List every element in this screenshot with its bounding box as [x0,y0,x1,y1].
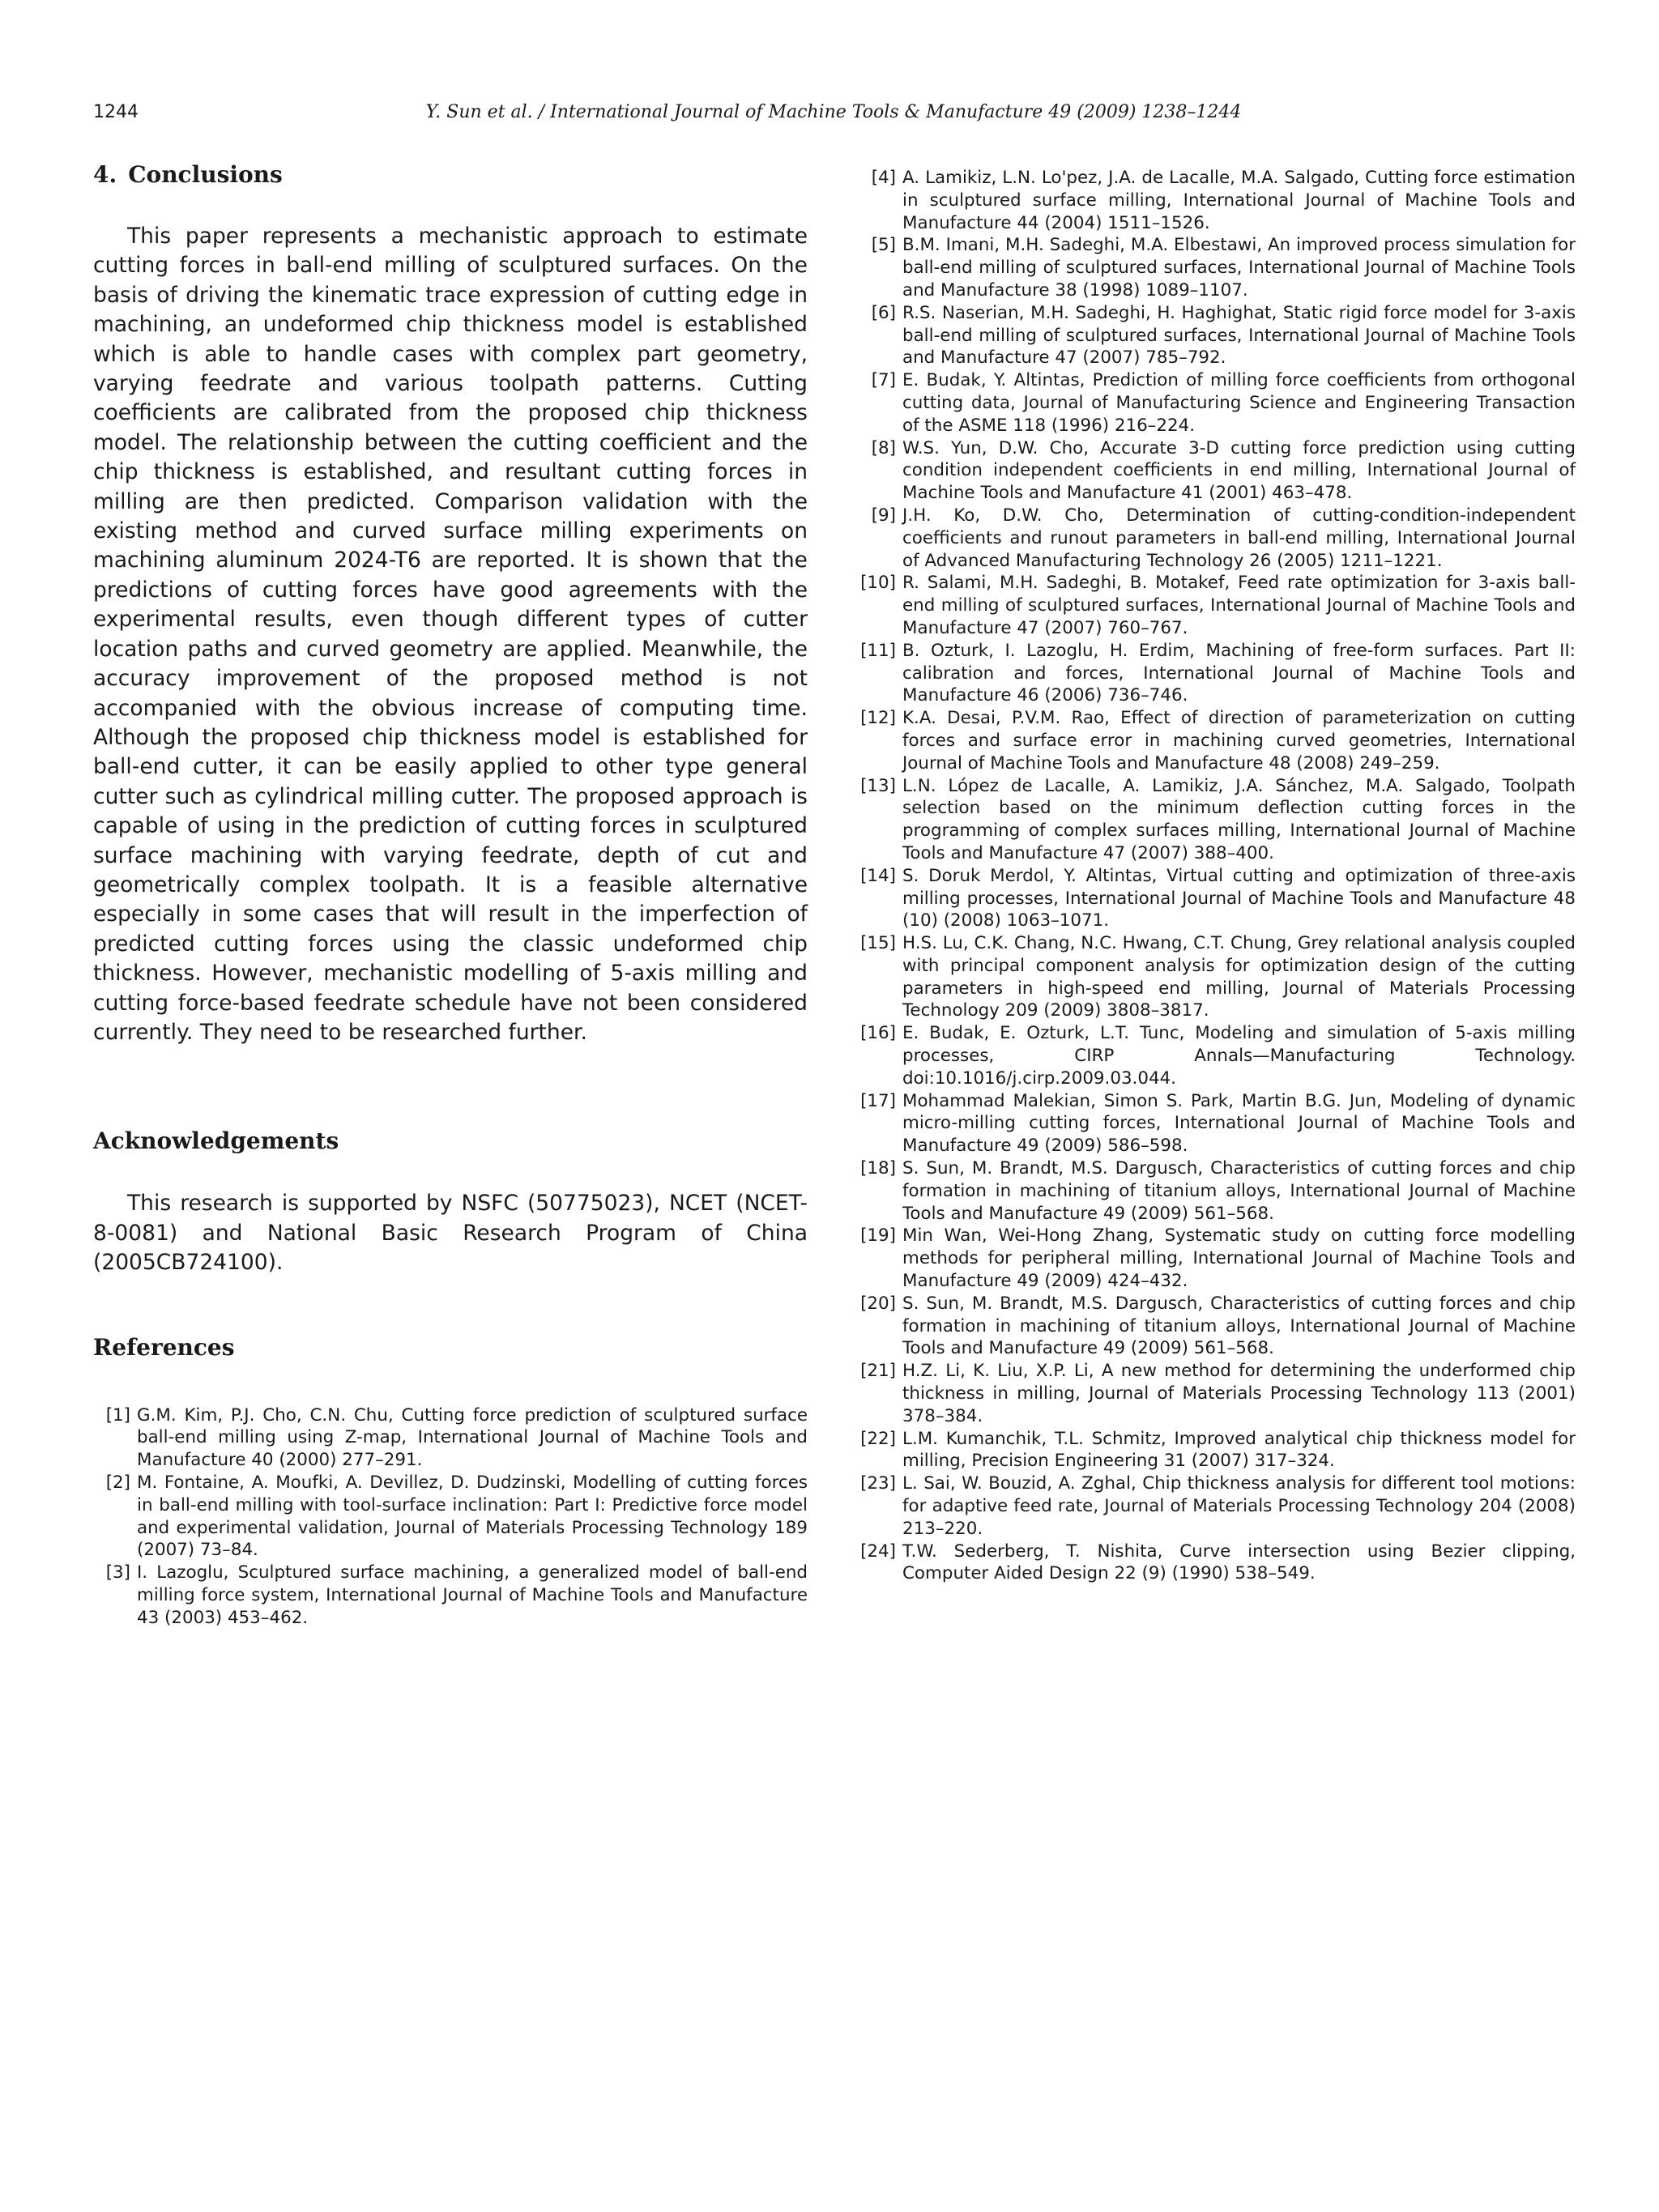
reference-item [857,707,1576,774]
reference-text: J.H. Ko, D.W. Cho, Determination of cutting-condition-independent coefficients and runout parameters in ball-end milling, International Journal of Advanced Manufacturing Technology 26 (2005) 1211–1221. [902,505,1576,571]
reference-label: [20] [860,1293,896,1314]
reference-item [857,1293,1576,1360]
page-number: 1244 [93,102,139,122]
reference-text: G.M. Kim, P.J. Cho, C.N. Chu, Cutting force prediction of sculptured surface ball-end milling using Z-map, International Journal of Machine Tools and Manufacture 40 (2000) 277–291. [137,1404,808,1471]
reference-label: [7] [871,370,896,391]
reference-item [93,1404,808,1472]
reference-text: Min Wan, Wei-Hong Zhang, Systematic study on cutting force modelling methods for peripheral milling, International Journal of Machine Tools and Manufacture 49 (2009) 424–432. [902,1225,1576,1292]
reference-label: [4] [871,168,896,188]
reference-label: [24] [860,1541,896,1562]
reference-text: M. Fontaine, A. Moufki, A. Devillez, D. Dudzinski, Modelling of cutting forces in ball-end milling with tool-surface inclination: Part I: Predictive force model and experimental validation, Journal of Materials Processing Technology 189 (2007) 73–84. [137,1472,808,1561]
reference-label: [13] [860,775,896,796]
reference-item [857,640,1576,707]
reference-item [857,369,1576,437]
reference-text: K.A. Desai, P.V.M. Rao, Effect of direction of parameterization on cutting forces and surface error in machining curved geometries, International Journal of Machine Tools and Manufacture 48 (2008) 249–259. [902,708,1576,774]
conclusions-heading [93,160,808,190]
reference-item [857,932,1576,1022]
left-column [93,160,808,1630]
reference-text: S. Sun, M. Brandt, M.S. Dargusch, Characteristics of cutting forces and chip formation in machining of titanium alloys, International Journal of Machine Tools and Manufacture 49 (2009) 561–568. [902,1293,1576,1359]
reference-text: L.N. López de Lacalle, A. Lamikiz, J.A. Sánchez, M.A. Salgado, Toolpath selection based on the minimum deflection cutting forces in the programming of complex surfaces milling, International Journal of Machine Tools and Manufacture 47 (2007) 388–400. [902,775,1576,863]
reference-text: L. Sai, W. Bouzid, A. Zghal, Chip thickness analysis for different tool motions: for adaptive feed rate, Journal of Materials Processing Technology 204 (2008) 213–220. [902,1473,1576,1539]
reference-item [857,775,1576,865]
reference-item [857,1022,1576,1089]
reference-label: [22] [860,1428,896,1449]
reference-item [857,505,1576,572]
reference-item [857,1157,1576,1225]
reference-text: I. Lazoglu, Sculptured surface machining, a generalized model of ball-end milling force system, International Journal of Machine Tools and Manufacture 43 (2003) 453–462. [137,1562,808,1628]
reference-item [857,1428,1576,1473]
reference-label: [9] [871,505,896,526]
reference-item [857,167,1576,234]
reference-text: E. Budak, E. Ozturk, L.T. Tunc, Modeling and simulation of 5-axis milling processes, CIRP Annals—Manufacturing Technology. doi:10.1016/j.cirp.2009.03.044. [902,1023,1576,1089]
reference-text: S. Sun, M. Brandt, M.S. Dargusch, Characteristics of cutting forces and chip formation in machining of titanium alloys, International Journal of Machine Tools and Manufacture 49 (2009) 561–568. [902,1158,1576,1224]
reference-text: R. Salami, M.H. Sadeghi, B. Motakef, Feed rate optimization for 3-axis ball-end milling of sculptured surfaces, International Journal of Machine Tools and Manufacture 47 (2007) 760–767. [902,573,1576,638]
reference-label: [16] [860,1023,896,1044]
reference-label: [15] [860,933,896,954]
section-title: Conclusions [128,161,283,188]
reference-item [857,302,1576,369]
acknowledgements-paragraph: This research is supported by NSFC (50775023), NCET (NCET-8-0081) and National Basic Research Program of China (2005CB724100). [93,1191,808,1276]
reference-item [93,1562,808,1629]
reference-text: L.M. Kumanchik, T.L. Schmitz, Improved analytical chip thickness model for milling, Precision Engineering 31 (2007) 317–324. [902,1428,1576,1472]
reference-item [857,572,1576,639]
reference-item [857,234,1576,301]
reference-label: [10] [860,573,896,594]
reference-label: [21] [860,1361,896,1382]
reference-label: [8] [871,437,896,458]
reference-label: [12] [860,708,896,729]
reference-text: A. Lamikiz, L.N. Lo'pez, J.A. de Lacalle, M.A. Salgado, Cutting force estimation in sculptured surface milling, International Journal of Machine Tools and Manufacture 44 (2004) 1511–1526. [902,168,1576,233]
reference-text: R.S. Naserian, M.H. Sadeghi, H. Haghighat, Static rigid force model for 3-axis ball-end milling of sculptured surfaces, International Journal of Machine Tools and Manufacture 47 (2007) 785–792. [902,302,1576,369]
reference-label: [1] [105,1404,130,1426]
reference-label: [23] [860,1473,896,1494]
running-header [93,102,1574,128]
reference-label: [2] [105,1472,130,1493]
journal-citation-line: Y. Sun et al. / International Journal of Machine Tools & Manufacture 49 (2009) 1238–1244 [425,102,1242,122]
reference-item [857,1225,1576,1292]
reference-list-left [93,1404,808,1630]
reference-label: [3] [105,1562,130,1583]
reference-item [857,1473,1576,1540]
reference-text: W.S. Yun, D.W. Cho, Accurate 3-D cutting force prediction using cutting condition independent coefficients in end milling, International Journal of Machine Tools and Manufacture 41 (2001) 463–478. [902,437,1576,504]
reference-label: [5] [871,235,896,256]
reference-item [857,1541,1576,1586]
reference-text: E. Budak, Y. Altintas, Prediction of milling force coefficients from orthogonal cutting data, Journal of Manufacturing Science and Engineering Transaction of the ASME 118 (1996) 216–224. [902,370,1576,436]
reference-label: [14] [860,865,896,886]
reference-label: [17] [860,1090,896,1111]
reference-text: B. Ozturk, I. Lazoglu, H. Erdim, Machining of free-form surfaces. Part II: calibration and forces, International Journal of Machine Tools and Manufacture 46 (2006) 736–746. [902,640,1576,706]
section-number: 4. [93,161,117,188]
reference-text: H.S. Lu, C.K. Chang, N.C. Hwang, C.T. Chung, Grey relational analysis coupled with principal component analysis for optimization design of the cutting parameters in high-speed end milling, Journal of Materials Processing Technology 209 (2009) 3808–3817. [902,933,1576,1021]
reference-label: [11] [860,640,896,661]
reference-text: B.M. Imani, M.H. Sadeghi, M.A. Elbestawi, An improved process simulation for ball-end milling of sculptured surfaces, International Journal of Machine Tools and Manufacture 38 (1998) 1089–1107. [902,235,1576,300]
reference-text: Mohammad Malekian, Simon S. Park, Martin B.G. Jun, Modeling of dynamic micro-milling cutting forces, International Journal of Machine Tools and Manufacture 49 (2009) 586–598. [902,1090,1576,1157]
reference-item [857,1360,1576,1427]
reference-text: S. Doruk Merdol, Y. Altintas, Virtual cutting and optimization of three-axis milling processes, International Journal of Machine Tools and Manufacture 48 (10) (2008) 1063–1071. [902,865,1576,931]
reference-item [857,437,1576,505]
reference-list-right [857,167,1576,1585]
reference-item [857,1090,1576,1157]
reference-text: T.W. Sederberg, T. Nishita, Curve intersection using Bezier clipping, Computer Aided Design 22 (9) (1990) 538–549. [902,1541,1576,1584]
right-column [857,167,1576,1585]
reference-text: H.Z. Li, K. Liu, X.P. Li, A new method for determining the underformed chip thickness in milling, Journal of Materials Processing Technology 113 (2001) 378–384. [902,1361,1576,1426]
reference-item [857,865,1576,932]
reference-label: [19] [860,1225,896,1247]
reference-item [93,1472,808,1562]
references-heading: References [93,1333,235,1361]
reference-label: [6] [871,302,896,323]
conclusions-paragraph: This paper represents a mechanistic approach to estimate cutting forces in ball-end milling of sculptured surfaces. On the basis of driving the kinematic trace expression of cutting edge in machining, an undeformed chip thickness model is established which is able to handle cases with complex part geometry, varying feedrate and various toolpath patterns. Cutting coefficients are calibrated from the proposed chip thickness model. The relationship between the cutting coefficient and the chip thickness is established, and resultant cutting forces in milling are then predicted. Comparison validation with the existing method and curved surface milling experiments on machining aluminum 2024-T6 are reported. It is shown that the predictions of cutting forces have good agreements with the experimental results, even though different types of cutter location paths and curved geometry are applied. Meanwhile, the accuracy improvement of the proposed method is not accompanied with the obvious increase of computing time. Although the proposed chip thickness model is established for ball-end cutter, it can be easily applied to other type general cutter such as cylindrical milling cutter. The proposed approach is capable of using in the prediction of cutting forces in sculptured surface machining with varying feedrate, depth of cut and geometrically complex toolpath. It is a feasible alternative especially in some cases that will result in the imperfection of predicted cutting forces using the classic undeformed chip thickness. However, mechanistic modelling of 5-axis milling and cutting force-based feedrate schedule have not been considered currently. They need to be researched further. [93,224,808,1045]
acknowledgements-heading: Acknowledgements [93,1127,339,1155]
reference-label: [18] [860,1158,896,1179]
